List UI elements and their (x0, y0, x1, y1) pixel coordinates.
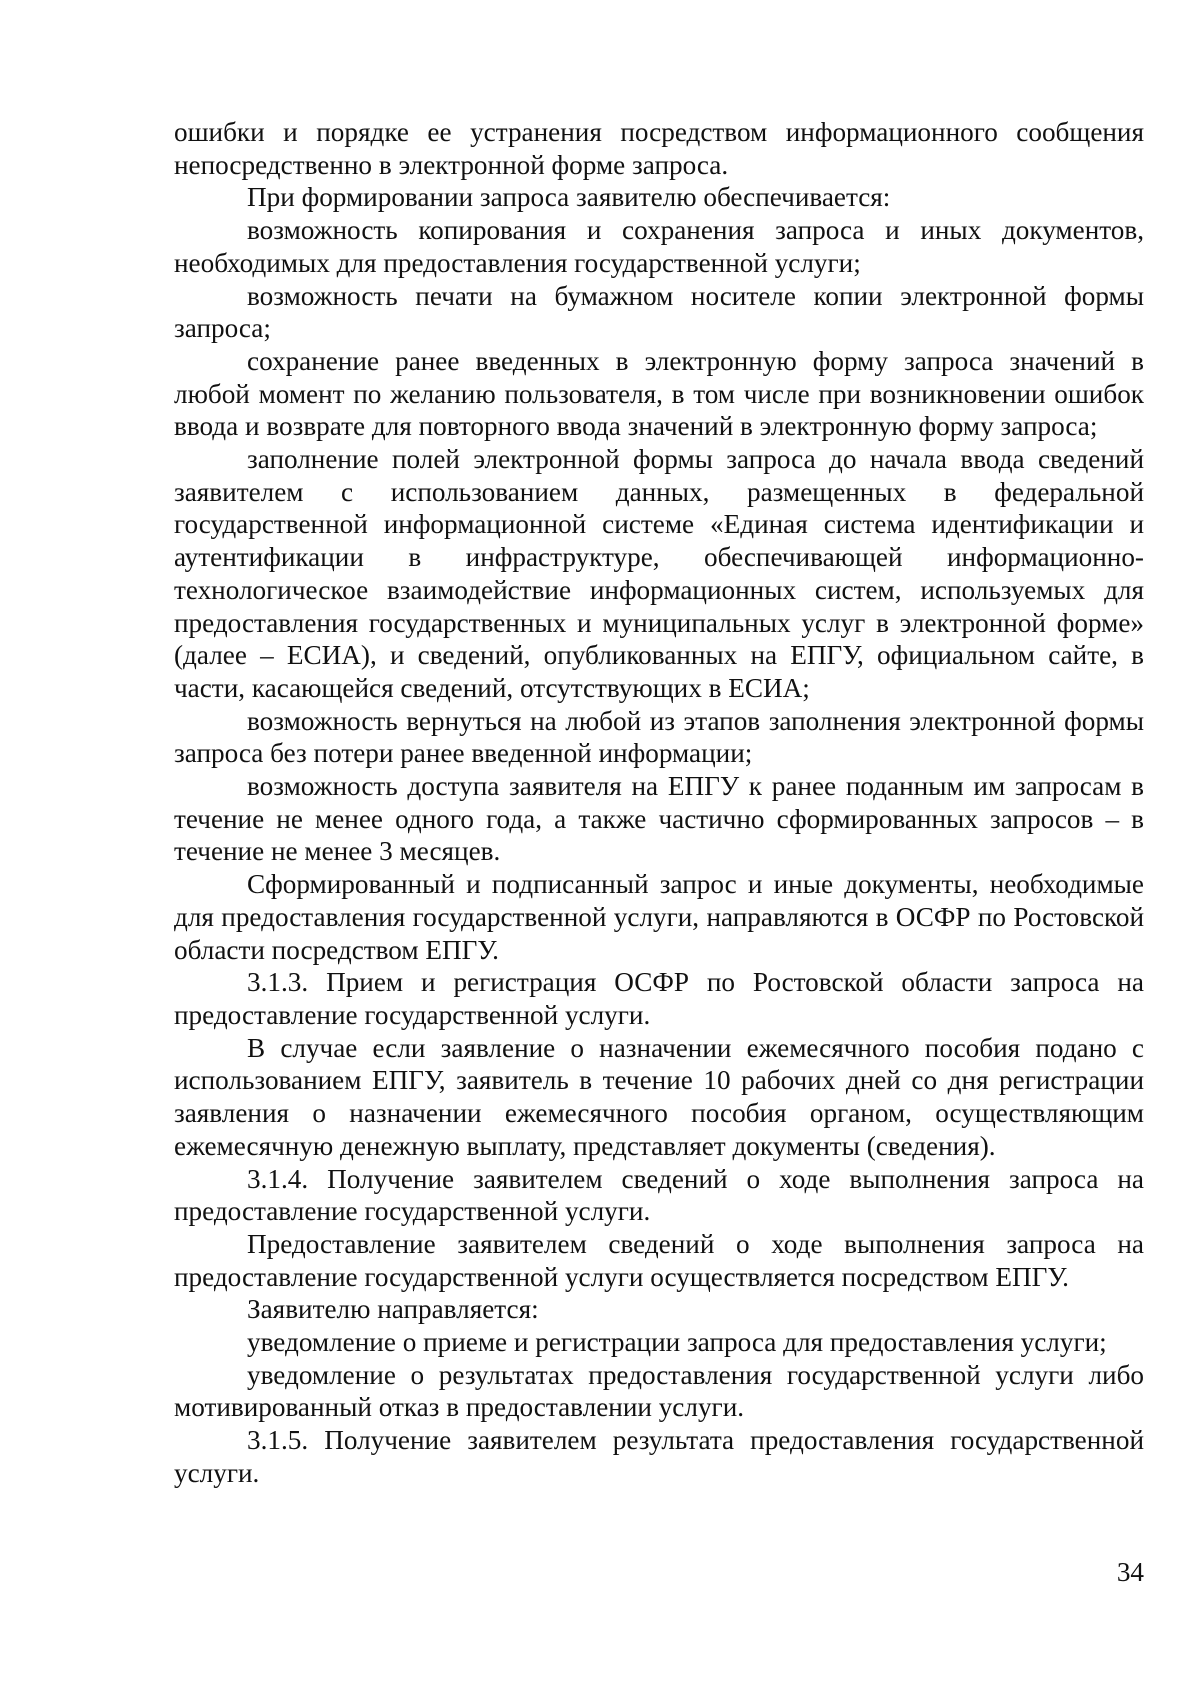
section-heading-3-1-3: 3.1.3. Прием и регистрация ОСФР по Ростовской области запроса на предоставление государственной услуги. (174, 967, 1144, 1030)
paragraph: ошибки и порядке ее устранения посредством информационного сообщения непосредственно в электронной форме запроса. (174, 117, 1144, 180)
paragraph: возможность доступа заявителя на ЕПГУ к ранее поданным им запросам в течение не менее одного года, а также частично сформированных запросов – в течение не менее 3 месяцев. (174, 771, 1144, 867)
section-heading-3-1-4: 3.1.4. Получение заявителем сведений о ходе выполнения запроса на предоставление государственной услуги. (174, 1163, 1144, 1227)
paragraph: При формировании запроса заявителю обеспечивается: (247, 182, 891, 213)
section-heading-3-1-5: 3.1.5. Получение заявителем результата предоставления государственной услуги. (174, 1425, 1144, 1488)
paragraph: возможность печати на бумажном носителе копии электронной формы запроса; (174, 280, 1144, 344)
document-body (174, 116, 1144, 1490)
paragraph: заполнение полей электронной формы запроса до начала ввода сведений заявителем с использованием данных, размещенных в федеральной государственной информационной системе «Единая система идентификации и аутентификации в инфраструктуре, обеспечивающей информационно-технологическое взаимодействие информационных систем, используемых для предоставления государственных и муниципальных услуг в электронной форме» (далее – ЕСИА), и сведений, опубликованных на ЕПГУ, официальном сайте, в части, касающейся сведений, отсутствующих в ЕСИА; (174, 444, 1144, 703)
paragraph: Сформированный и подписанный запрос и иные документы, необходимые для предоставления государственной услуги, направляются в ОСФР по Ростовской области посредством ЕПГУ. (174, 869, 1144, 965)
page-number: 34 (1116, 1557, 1144, 1587)
paragraph: возможность вернуться на любой из этапов заполнения электронной формы запроса без потери ранее введенной информации; (174, 705, 1144, 769)
paragraph: В случае если заявление о назначении ежемесячного пособия подано с использованием ЕПГУ, заявитель в течение 10 рабочих дней со дня регистрации заявления о назначении ежемесячного пособия органом, осуществляющим ежемесячную денежную выплату, представляет документы (сведения). (174, 1032, 1144, 1161)
paragraph: Предоставление заявителем сведений о ходе выполнения запроса на предоставление государственной услуги осуществляется посредством ЕПГУ. (174, 1228, 1144, 1292)
paragraph: сохранение ранее введенных в электронную форму запроса значений в любой момент по желанию пользователя, в том числе при возникновении ошибок ввода и возврате для повторного ввода значений в электронную форму запроса; (174, 345, 1144, 442)
paragraph: Заявителю направляется: (247, 1294, 539, 1325)
paragraph: уведомление о приеме и регистрации запроса для предоставления услуги; (247, 1327, 1107, 1358)
paragraph: уведомление о результатах предоставления государственной услуги либо мотивированный отказ в предоставлении услуги. (174, 1359, 1144, 1423)
paragraph: возможность копирования и сохранения запроса и иных документов, необходимых для предоставления государственной услуги; (174, 215, 1144, 278)
